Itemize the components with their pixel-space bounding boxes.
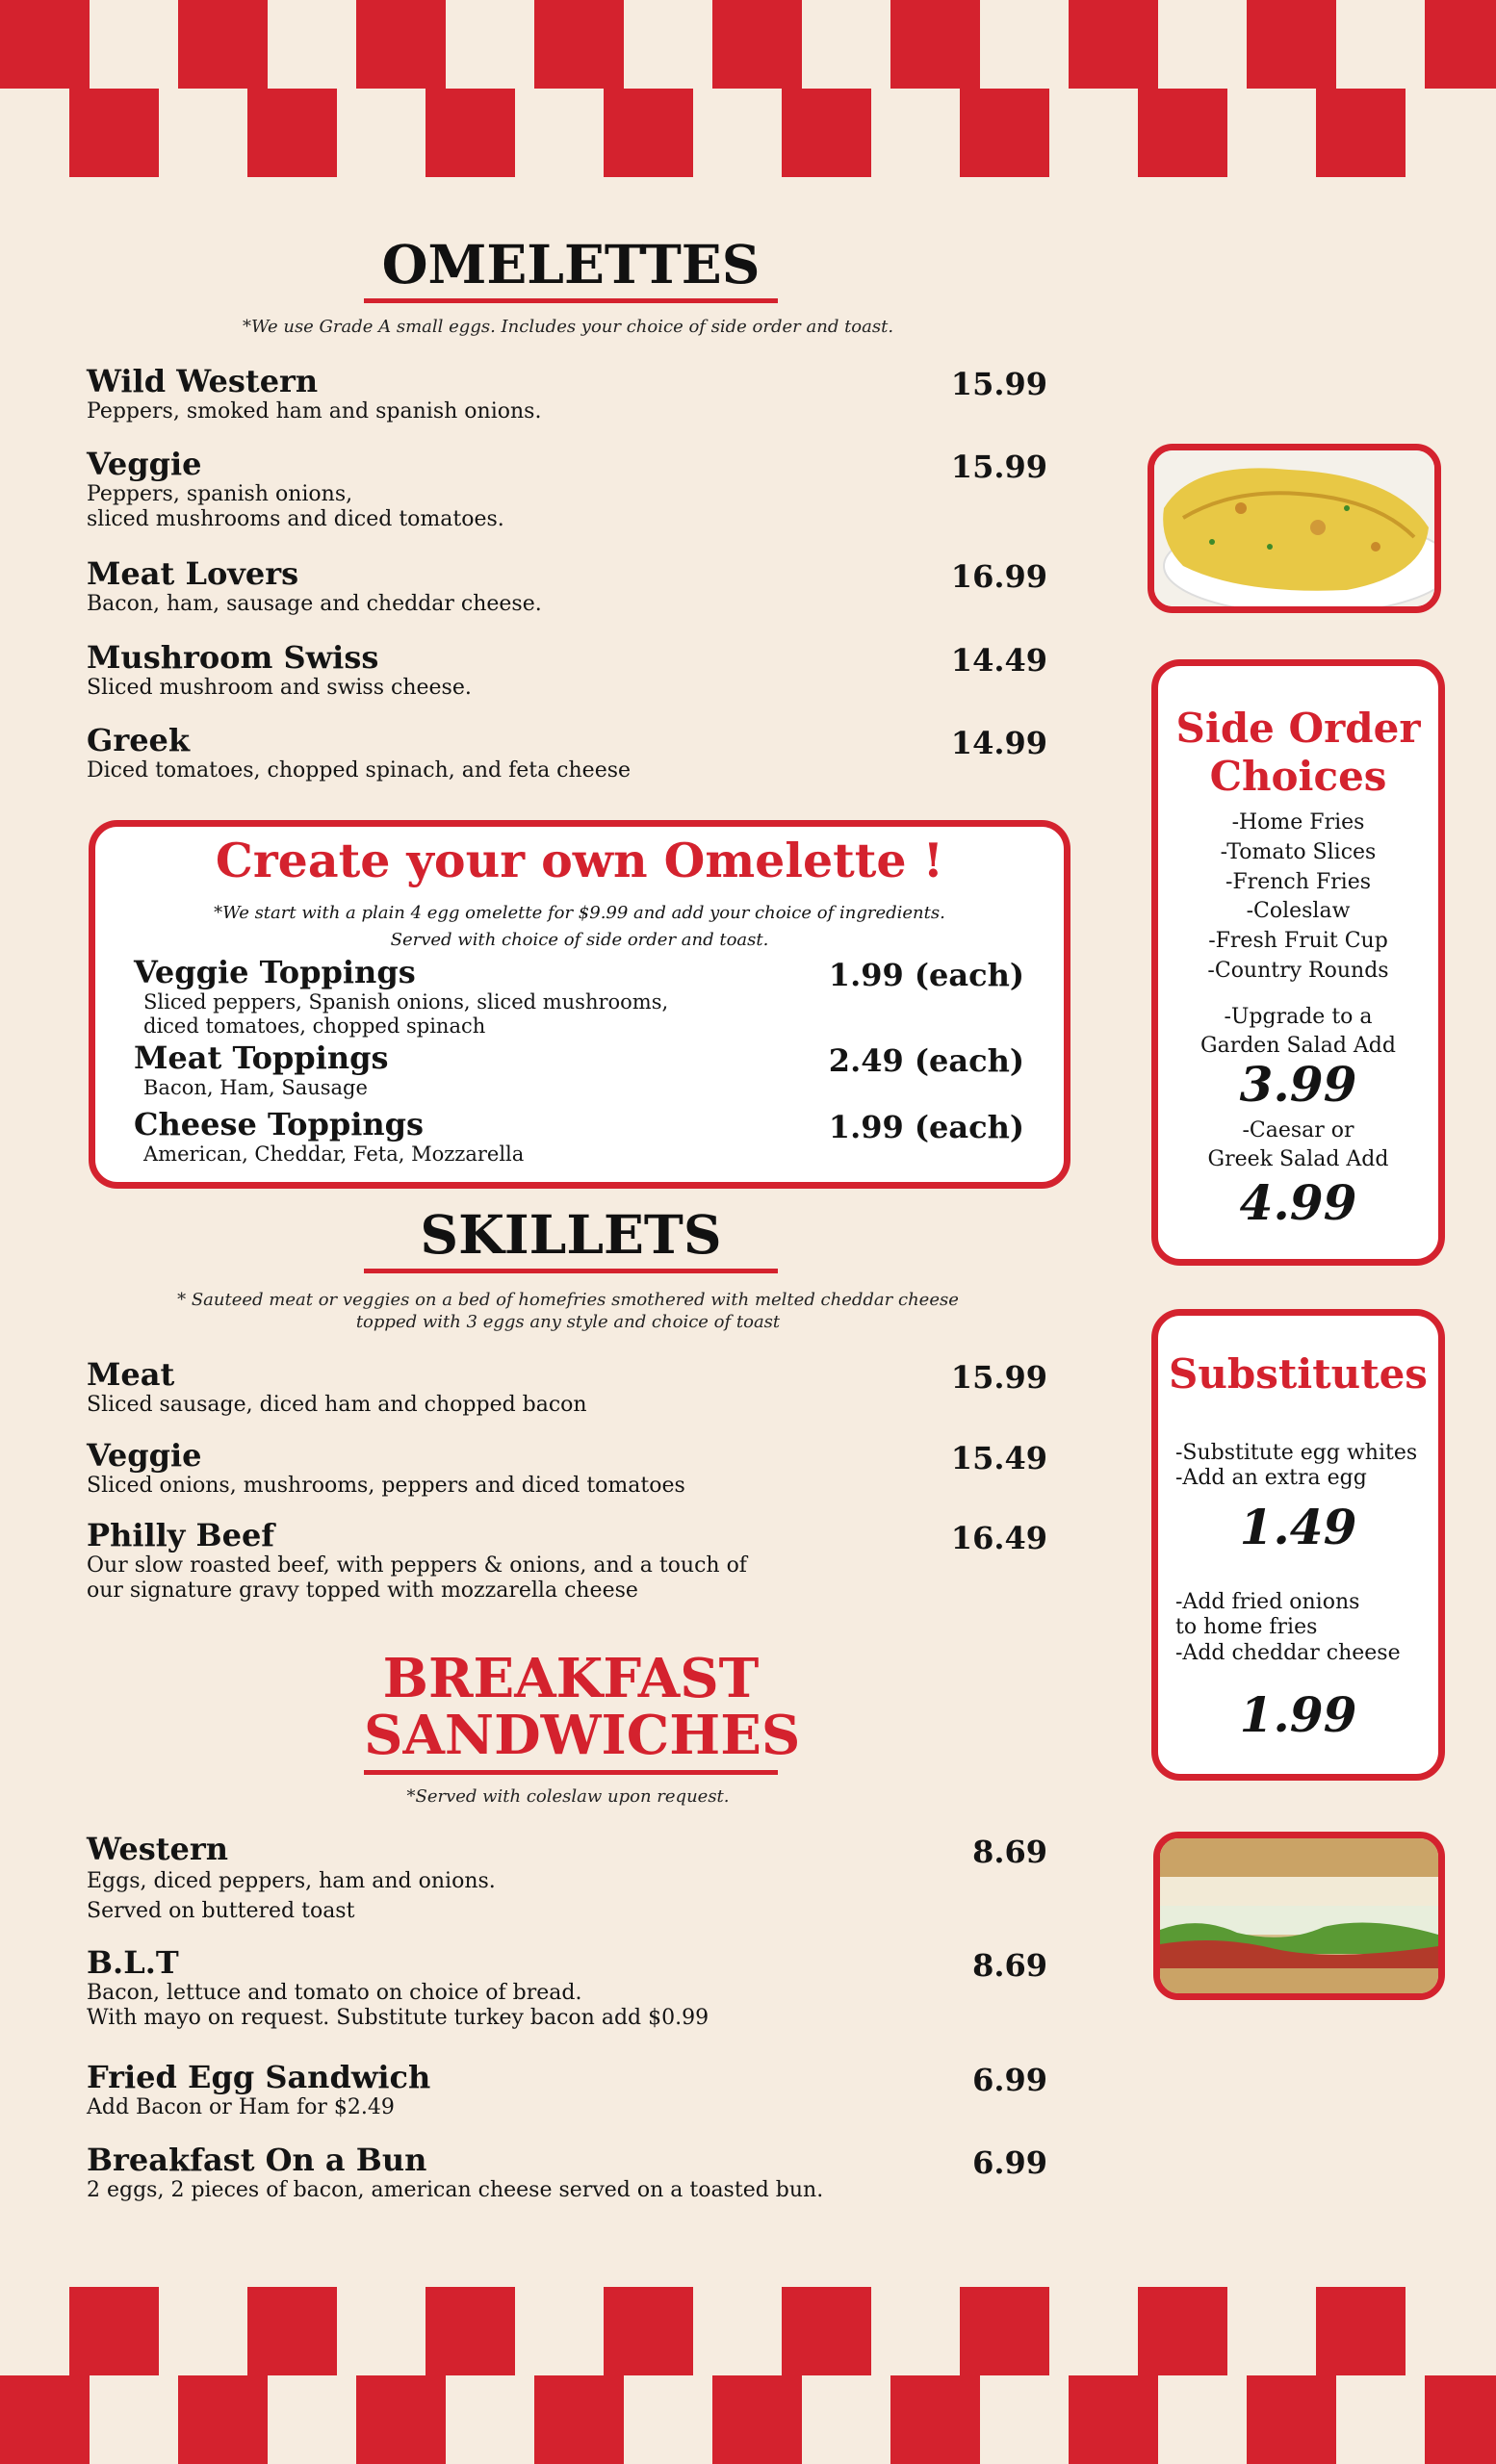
create-omelette-box — [89, 820, 1070, 1189]
item-name: Veggie — [87, 1437, 202, 1474]
substitutes-price: 1.49 — [1239, 1499, 1357, 1555]
item-desc: Bacon, ham, sausage and cheddar cheese. — [87, 591, 542, 616]
omelettes-underline — [364, 298, 778, 303]
sandwich-photo — [1153, 1832, 1445, 2000]
item-price: 14.49 — [950, 642, 1047, 679]
item-name: Veggie — [87, 446, 202, 482]
substitutes-title: Substitutes — [1169, 1350, 1428, 1398]
item-desc: Diced tomatoes, chopped spinach, and feta cheese — [87, 757, 632, 783]
side-order-item: -Coleslaw — [1246, 899, 1351, 924]
menu-item — [87, 2060, 1047, 2120]
substitutes-text: -Add fried onions to home fries -Add cheddar cheese — [1175, 1590, 1401, 1665]
caesar-text: -Caesar or Greek Salad Add — [1207, 1118, 1389, 1171]
blt-sandwich-image-icon — [1160, 1838, 1438, 1993]
side-order-item: -Fresh Fruit Cup — [1208, 929, 1388, 954]
item-desc: 2 eggs, 2 pieces of bacon, american cheese served on a toasted bun. — [87, 2177, 824, 2202]
item-name: B.L.T — [87, 1944, 179, 1981]
create-omelette-title: Create your own Omelette ! — [215, 833, 944, 888]
menu-item — [87, 1832, 1047, 1926]
create-note-line: *We start with a plain 4 egg omelette for $9.99 and add your choice of ingredients. — [214, 903, 945, 923]
create-note-line: Served with choice of side order and toast. — [390, 929, 769, 950]
item-name: Mushroom Swiss — [87, 639, 379, 676]
item-price: 15.49 — [950, 1440, 1047, 1476]
menu-item — [87, 447, 1047, 533]
side-order-title: Side Order Choices — [1175, 705, 1421, 801]
topping-price: 2.49 (each) — [828, 1042, 1024, 1079]
substitutes-price: 1.99 — [1239, 1686, 1357, 1743]
side-order-item: -French Fries — [1225, 869, 1371, 894]
bottom-checker-border — [0, 2287, 1496, 2464]
item-price: 15.99 — [950, 449, 1047, 485]
item-price: 15.99 — [950, 366, 1047, 402]
item-price: 14.99 — [950, 725, 1047, 761]
item-name: Meat Lovers — [87, 555, 299, 592]
item-desc: Add Bacon or Ham for $2.49 — [87, 2094, 395, 2119]
item-name: Greek — [87, 722, 191, 758]
menu-item — [87, 2143, 1047, 2203]
item-desc: Peppers, spanish onions, sliced mushrooms and diced tomatoes. — [87, 481, 504, 532]
item-desc: Bacon, lettuce and tomato on choice of bread. With mayo on request. Substitute turkey bacon add $0.99 — [87, 1980, 709, 2031]
sandwiches-title-line: BREAKFAST — [382, 1647, 760, 1710]
sandwiches-title-line: SANDWICHES — [364, 1703, 801, 1767]
topping-price: 1.99 (each) — [828, 957, 1024, 993]
item-name: Breakfast On a Bun — [87, 2142, 427, 2178]
topping-name: Meat Toppings — [134, 1040, 389, 1076]
topping-row — [134, 955, 1024, 1039]
substitutes-text: -Substitute egg whites -Add an extra egg — [1175, 1441, 1418, 1491]
menu-item — [87, 364, 1047, 424]
menu-item — [87, 723, 1047, 783]
skillets-note-line: * Sauteed meat or veggies on a bed of homefries smothered with melted cheddar cheese — [177, 1290, 959, 1310]
item-price: 6.99 — [972, 2144, 1047, 2181]
skillets-underline — [364, 1269, 778, 1273]
skillets-title: SKILLETS — [420, 1203, 722, 1266]
side-order-item: -Tomato Slices — [1220, 839, 1377, 864]
omelettes-title: OMELETTES — [381, 233, 761, 295]
item-desc: Sliced sausage, diced ham and chopped bacon — [87, 1392, 587, 1417]
item-name: Western — [87, 1831, 228, 1867]
upgrade-text: -Upgrade to a Garden Salad Add — [1200, 1005, 1396, 1058]
skillets-heading — [364, 1203, 778, 1273]
substitutes-box — [1151, 1309, 1445, 1781]
omelettes-note: *We use Grade A small eggs. Includes your choice of side order and toast. — [242, 317, 894, 337]
topping-price: 1.99 (each) — [828, 1109, 1024, 1145]
sandwiches-note: *Served with coleslaw upon request. — [406, 1786, 730, 1807]
item-desc: Sliced onions, mushrooms, peppers and diced tomatoes — [87, 1473, 685, 1498]
item-price: 8.69 — [972, 1834, 1047, 1870]
item-name: Wild Western — [87, 363, 319, 399]
item-price: 8.69 — [972, 1947, 1047, 1984]
top-checker-border — [0, 0, 1496, 177]
item-price: 15.99 — [950, 1359, 1047, 1396]
side-order-item: -Country Rounds — [1207, 958, 1389, 983]
upgrade-price: 3.99 — [1239, 1056, 1357, 1113]
item-desc: Peppers, smoked ham and spanish onions. — [87, 398, 542, 424]
item-name: Meat — [87, 1356, 175, 1393]
item-price: 16.49 — [950, 1520, 1047, 1556]
side-order-item: -Home Fries — [1231, 810, 1365, 834]
caesar-price: 4.99 — [1239, 1174, 1357, 1231]
skillets-note-line: topped with 3 eggs any style and choice of toast — [355, 1311, 781, 1332]
topping-desc: American, Cheddar, Feta, Mozzarella — [143, 1142, 525, 1166]
item-name: Fried Egg Sandwich — [87, 2059, 431, 2095]
menu-item — [87, 640, 1047, 701]
omelettes-heading — [364, 233, 778, 303]
topping-name: Cheese Toppings — [134, 1106, 425, 1142]
item-price: 6.99 — [972, 2062, 1047, 2098]
topping-row — [134, 1040, 1024, 1100]
topping-name: Veggie Toppings — [134, 954, 416, 990]
menu-item — [87, 1357, 1047, 1418]
skillets-note — [87, 1290, 1049, 1333]
sandwiches-underline — [364, 1770, 778, 1775]
omelette-image-icon — [1154, 450, 1434, 606]
menu-item — [87, 1518, 1047, 1604]
topping-desc: Sliced peppers, Spanish onions, sliced mushrooms, diced tomatoes, chopped spinach — [143, 989, 669, 1038]
item-desc: Eggs, diced peppers, ham and onions. Served on buttered toast — [87, 1868, 496, 1923]
omelette-photo — [1148, 444, 1441, 613]
item-price: 16.99 — [950, 558, 1047, 595]
menu-item — [87, 1945, 1047, 2032]
side-order-list — [1158, 808, 1438, 987]
item-name: Philly Beef — [87, 1517, 275, 1553]
item-desc: Our slow roasted beef, with peppers & onions, and a touch of our signature gravy topped with mozzarella cheese — [87, 1553, 747, 1604]
topping-desc: Bacon, Ham, Sausage — [143, 1075, 368, 1099]
topping-row — [134, 1107, 1024, 1167]
item-desc: Sliced mushroom and swiss cheese. — [87, 675, 472, 700]
menu-item — [87, 1438, 1047, 1499]
menu-item — [87, 556, 1047, 617]
sandwiches-heading — [364, 1647, 801, 1775]
side-order-box — [1151, 659, 1445, 1266]
create-omelette-note — [95, 900, 1064, 954]
